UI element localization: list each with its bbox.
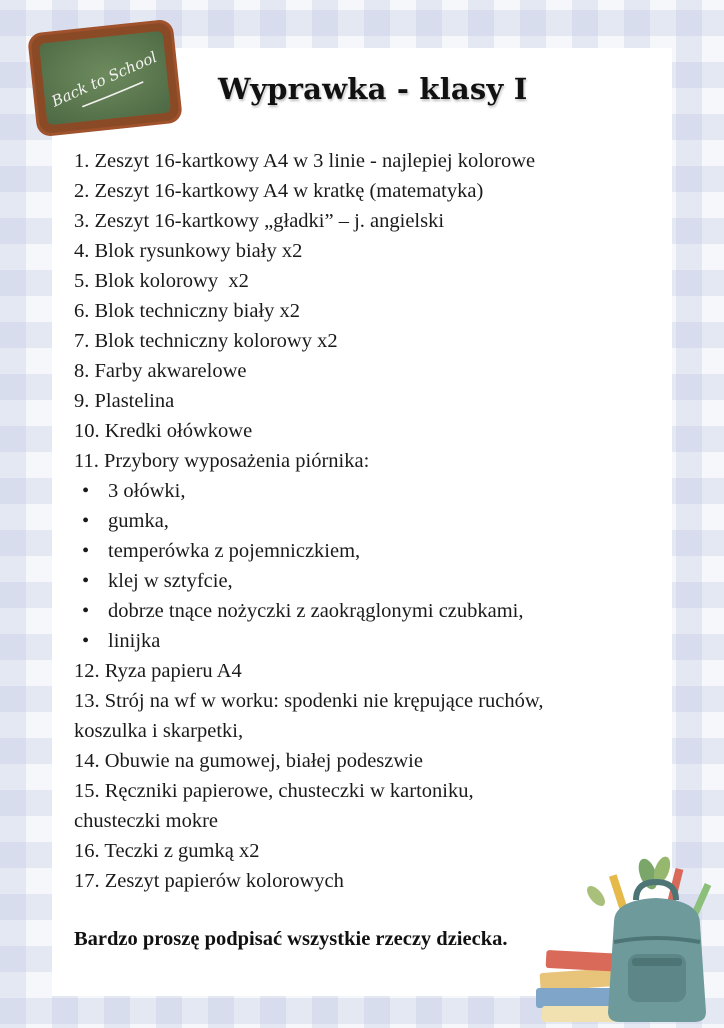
bullet-icon: • <box>82 630 90 652</box>
list-item: 10. Kredki ołówkowe <box>74 420 253 442</box>
sublist-item: • linijka <box>74 626 674 656</box>
list-item: 4. Blok rysunkowy biały x2 <box>74 240 303 262</box>
list-item: 13. Strój na wf w worku: spodenki nie krępujące ruchów, <box>74 690 544 712</box>
list-item: 12. Ryza papieru A4 <box>74 660 242 682</box>
list-item: 3. Zeszyt 16-kartkowy „gładki” – j. angielski <box>74 210 445 232</box>
badge-text: Back to School <box>48 47 160 111</box>
bullet-icon: • <box>82 540 90 562</box>
list-item: 1. Zeszyt 16-kartkowy A4 w 3 linie - najlepiej kolorowe <box>74 150 536 172</box>
list-item: 14. Obuwie na gumowej, białej podeszwie <box>74 750 423 772</box>
list-item: 9. Plastelina <box>74 390 175 412</box>
list-item: 6. Blok techniczny biały x2 <box>74 300 301 322</box>
back-to-school-chalkboard <box>25 14 186 141</box>
list-item-continuation: koszulka i skarpetki, <box>74 720 244 742</box>
list-item-continuation: chusteczki mokre <box>74 810 219 832</box>
list-item: 17. Zeszyt papierów kolorowych <box>74 870 344 892</box>
sublist-item: • dobrze tnące nożyczki z zaokrąglonymi czubkami, <box>74 596 674 626</box>
sublist-item: • gumka, <box>74 506 674 536</box>
page-title: Wyprawka - klasy I <box>218 72 528 106</box>
list-item: 15. Ręczniki papierowe, chusteczki w kartoniku, <box>74 780 474 802</box>
bullet-icon: • <box>82 480 90 502</box>
supplies-list <box>74 146 674 896</box>
bullet-icon: • <box>82 600 90 622</box>
list-item: 7. Blok techniczny kolorowy x2 <box>74 330 338 352</box>
signing-note: Bardzo proszę podpisać wszystkie rzeczy dziecka. <box>74 928 508 950</box>
sublist-item: • klej w sztyfcie, <box>74 566 674 596</box>
bullet-icon: • <box>82 570 90 592</box>
bullet-icon: • <box>82 510 90 532</box>
list-item: 2. Zeszyt 16-kartkowy A4 w kratkę (matematyka) <box>74 180 484 202</box>
sublist-item: • 3 ołówki, <box>74 476 674 506</box>
list-item: 8. Farby akwarelowe <box>74 360 247 382</box>
list-item: 11. Przybory wyposażenia piórnika: <box>74 450 370 472</box>
list-item: 5. Blok kolorowy x2 <box>74 270 249 292</box>
list-item: 16. Teczki z gumką x2 <box>74 840 260 862</box>
sublist-item: • temperówka z pojemniczkiem, <box>74 536 674 566</box>
backpack-books-illustration <box>536 852 724 1024</box>
